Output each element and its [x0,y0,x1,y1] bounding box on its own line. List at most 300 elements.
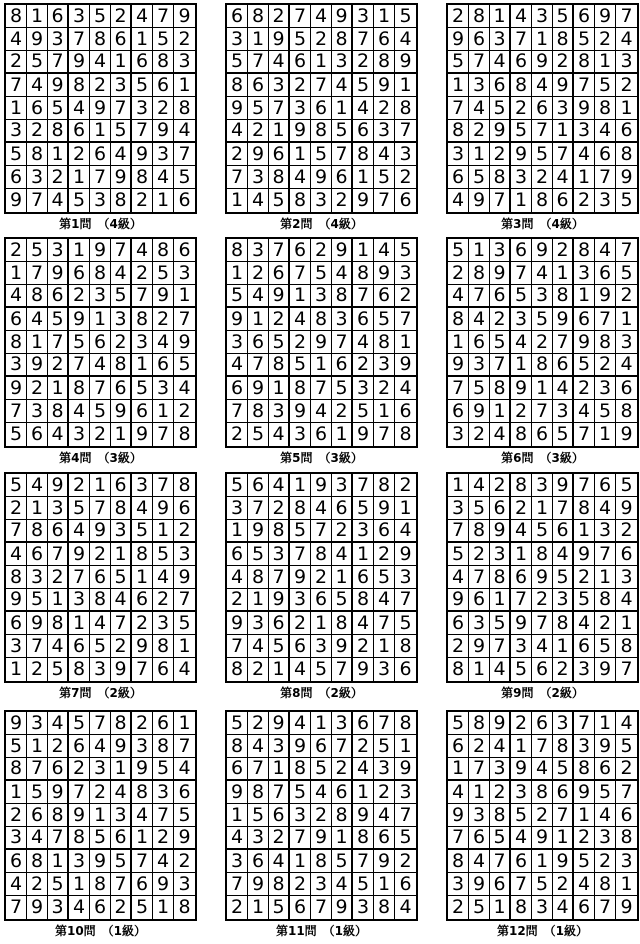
sudoku-cell: 7 [395,589,416,612]
sudoku-cell: 1 [132,827,153,850]
sudoku-cell: 9 [353,423,374,446]
sudoku-cell: 2 [595,354,616,377]
sudoku-cell: 9 [311,166,332,189]
sudoku-cell: 7 [69,28,90,51]
sudoku-cell: 1 [90,804,111,827]
sudoku-puzzle-9 [446,472,639,703]
sudoku-cell: 9 [395,354,416,377]
sudoku-cell: 3 [448,497,469,520]
sudoku-puzzle-8 [225,472,418,703]
sudoku-cell: 6 [132,589,153,612]
puzzle-caption: 第5問 （3級） [280,451,363,465]
sudoku-cell: 5 [532,143,553,166]
sudoku-cell: 2 [511,97,532,120]
sudoku-cell: 6 [490,873,511,896]
sudoku-cell: 5 [574,28,595,51]
sudoku-cell: 1 [532,28,553,51]
sudoku-cell: 1 [353,239,374,262]
sudoku-cell: 4 [353,612,374,635]
sudoku-cell: 8 [353,589,374,612]
sudoku-cell: 8 [490,804,511,827]
sudoku-cell: 6 [153,658,174,681]
sudoku-grid [225,3,418,214]
sudoku-cell: 1 [248,896,269,919]
sudoku-cell: 9 [290,566,311,589]
sudoku-cell: 2 [290,612,311,635]
sudoku-cell: 8 [27,520,48,543]
sudoku-cell: 3 [311,635,332,658]
sudoku-cell: 7 [469,758,490,781]
sudoku-cell: 6 [469,28,490,51]
sudoku-cell: 4 [6,543,27,566]
sudoku-cell: 8 [90,28,111,51]
sudoku-cell: 7 [374,612,395,635]
sudoku-cell: 8 [448,308,469,331]
sudoku-cell: 3 [174,873,195,896]
sudoku-cell: 2 [311,804,332,827]
sudoku-cell: 8 [153,239,174,262]
sudoku-cell: 1 [90,474,111,497]
sudoku-cell: 3 [353,377,374,400]
sudoku-cell: 6 [490,74,511,97]
sudoku-cell: 6 [6,850,27,873]
sudoku-cell: 9 [227,781,248,804]
sudoku-cell: 6 [553,781,574,804]
sudoku-cell: 3 [490,758,511,781]
sudoku-cell: 7 [290,827,311,850]
sudoku-cell: 4 [174,120,195,143]
sudoku-cell: 3 [227,850,248,873]
sudoku-cell: 5 [290,28,311,51]
sudoku-cell: 2 [553,51,574,74]
sudoku-cell: 4 [227,120,248,143]
sudoku-cell: 3 [290,589,311,612]
sudoku-cell: 5 [353,497,374,520]
sudoku-cell: 8 [227,239,248,262]
sudoku-cell: 9 [111,166,132,189]
sudoku-cell: 5 [448,51,469,74]
sudoku-cell: 8 [90,262,111,285]
puzzle-caption: 第11問 （1級） [275,924,368,938]
sudoku-cell: 1 [48,143,69,166]
sudoku-cell: 9 [553,850,574,873]
sudoku-cell: 7 [353,850,374,873]
sudoku-cell: 4 [227,354,248,377]
sudoku-cell: 3 [353,5,374,28]
sudoku-cell: 9 [332,5,353,28]
sudoku-cell: 8 [48,400,69,423]
sudoku-cell: 7 [132,285,153,308]
sudoku-cell: 3 [27,400,48,423]
sudoku-cell: 1 [311,612,332,635]
sudoku-cell: 7 [553,804,574,827]
sudoku-cell: 7 [269,781,290,804]
sudoku-cell: 7 [311,520,332,543]
sudoku-cell: 6 [374,28,395,51]
sudoku-cell: 9 [469,400,490,423]
sudoku-cell: 5 [511,285,532,308]
sudoku-cell: 3 [69,850,90,873]
sudoku-cell: 6 [269,262,290,285]
sudoku-cell: 5 [290,781,311,804]
sudoku-cell: 4 [532,758,553,781]
sudoku-cell: 9 [490,120,511,143]
sudoku-cell: 8 [111,712,132,735]
sudoku-cell: 1 [595,566,616,589]
sudoku-cell: 6 [132,51,153,74]
sudoku-cell: 2 [90,74,111,97]
sudoku-cell: 3 [332,308,353,331]
sudoku-cell: 9 [511,143,532,166]
sudoku-cell: 3 [332,712,353,735]
sudoku-cell: 5 [595,781,616,804]
sudoku-cell: 7 [153,804,174,827]
sudoku-cell: 9 [90,850,111,873]
sudoku-cell: 4 [6,285,27,308]
sudoku-cell: 9 [227,97,248,120]
sudoku-cell: 8 [511,896,532,919]
sudoku-cell: 4 [27,308,48,331]
sudoku-cell: 3 [227,28,248,51]
sudoku-cell: 3 [6,354,27,377]
sudoku-cell: 3 [174,262,195,285]
sudoku-cell: 3 [153,143,174,166]
sudoku-cell: 5 [27,51,48,74]
sudoku-cell: 7 [353,285,374,308]
sudoku-cell: 4 [374,589,395,612]
sudoku-cell: 9 [374,850,395,873]
sudoku-cell: 6 [111,377,132,400]
sudoku-cell: 4 [616,354,637,377]
sudoku-cell: 7 [574,423,595,446]
sudoku-cell: 9 [553,474,574,497]
sudoku-cell: 4 [490,51,511,74]
sudoku-cell: 9 [511,377,532,400]
sudoku-cell: 9 [6,589,27,612]
sudoku-cell: 3 [511,308,532,331]
sudoku-cell: 4 [353,331,374,354]
sudoku-cell: 8 [469,262,490,285]
sudoku-cell: 5 [248,97,269,120]
sudoku-cell: 1 [269,658,290,681]
sudoku-cell: 8 [511,74,532,97]
sudoku-cell: 6 [332,166,353,189]
sudoku-cell: 4 [290,166,311,189]
sudoku-cell: 8 [395,712,416,735]
sudoku-cell: 4 [395,377,416,400]
sudoku-cell: 9 [248,520,269,543]
sudoku-cell: 9 [595,735,616,758]
puzzle-caption: 第1問 （4級） [59,217,142,231]
sudoku-cell: 1 [111,423,132,446]
sudoku-cell: 9 [374,262,395,285]
sudoku-cell: 4 [490,423,511,446]
sudoku-cell: 2 [311,239,332,262]
sudoku-cell: 2 [395,285,416,308]
sudoku-cell: 8 [490,566,511,589]
sudoku-cell: 1 [374,635,395,658]
sudoku-cell: 1 [153,400,174,423]
sudoku-cell: 3 [227,331,248,354]
sudoku-cell: 5 [227,51,248,74]
sudoku-cell: 7 [553,143,574,166]
sudoku-cell: 1 [332,566,353,589]
sudoku-cell: 7 [132,120,153,143]
sudoku-cell: 9 [269,285,290,308]
sudoku-cell: 7 [553,331,574,354]
sudoku-cell: 4 [374,239,395,262]
sudoku-cell: 9 [69,804,90,827]
sudoku-cell: 5 [311,658,332,681]
sudoku-cell: 8 [69,827,90,850]
sudoku-cell: 5 [595,635,616,658]
sudoku-cell: 9 [616,497,637,520]
sudoku-cell: 4 [469,97,490,120]
sudoku-cell: 3 [132,97,153,120]
sudoku-cell: 2 [353,735,374,758]
sudoku-grid [225,237,418,448]
sudoku-cell: 2 [111,635,132,658]
puzzle-caption: 第12問 （1級） [496,924,589,938]
sudoku-cell: 7 [248,354,269,377]
sudoku-cell: 4 [269,474,290,497]
sudoku-cell: 4 [311,781,332,804]
sudoku-cell: 8 [374,331,395,354]
sudoku-grid [4,472,197,683]
sudoku-cell: 5 [553,5,574,28]
sudoku-cell: 2 [27,377,48,400]
sudoku-cell: 9 [248,873,269,896]
sudoku-cell: 6 [395,873,416,896]
sudoku-cell: 7 [132,850,153,873]
sudoku-cell: 5 [174,166,195,189]
sudoku-puzzle-11 [225,710,418,941]
sudoku-cell: 4 [574,143,595,166]
sudoku-cell: 1 [27,5,48,28]
sudoku-cell: 7 [111,239,132,262]
sudoku-cell: 9 [448,804,469,827]
sudoku-cell: 6 [353,308,374,331]
sudoku-cell: 1 [616,612,637,635]
sudoku-cell: 2 [132,262,153,285]
sudoku-cell: 5 [269,189,290,212]
sudoku-cell: 9 [511,612,532,635]
sudoku-cell: 5 [469,497,490,520]
sudoku-cell: 7 [595,308,616,331]
sudoku-cell: 1 [353,543,374,566]
sudoku-cell: 2 [48,354,69,377]
sudoku-cell: 8 [553,28,574,51]
sudoku-cell: 2 [290,74,311,97]
sudoku-cell: 5 [69,189,90,212]
sudoku-cell: 4 [332,543,353,566]
sudoku-cell: 6 [574,5,595,28]
sudoku-cell: 8 [248,566,269,589]
sudoku-cell: 9 [153,285,174,308]
sudoku-cell: 6 [27,543,48,566]
sudoku-cell: 7 [616,5,637,28]
sudoku-cell: 5 [511,658,532,681]
sudoku-cell: 4 [290,308,311,331]
sudoku-cell: 4 [174,758,195,781]
sudoku-cell: 7 [290,262,311,285]
sudoku-cell: 7 [448,97,469,120]
sudoku-cell: 6 [374,285,395,308]
sudoku-cell: 7 [153,423,174,446]
sudoku-cell: 7 [111,612,132,635]
sudoku-cell: 3 [248,612,269,635]
sudoku-cell: 5 [248,423,269,446]
sudoku-cell: 8 [374,896,395,919]
sudoku-cell: 7 [174,308,195,331]
sudoku-cell: 9 [332,635,353,658]
sudoku-cell: 8 [6,331,27,354]
sudoku-cell: 7 [532,120,553,143]
sudoku-cell: 8 [395,97,416,120]
sudoku-cell: 1 [269,120,290,143]
sudoku-cell: 3 [290,97,311,120]
sudoku-cell: 1 [6,97,27,120]
sudoku-cell: 8 [532,354,553,377]
sudoku-cell: 1 [395,735,416,758]
sudoku-cell: 9 [111,400,132,423]
sudoku-cell: 7 [395,308,416,331]
sudoku-cell: 5 [353,74,374,97]
sudoku-cell: 2 [90,781,111,804]
sudoku-cell: 7 [6,74,27,97]
sudoku-cell: 7 [69,354,90,377]
sudoku-cell: 9 [448,28,469,51]
sudoku-cell: 4 [269,850,290,873]
sudoku-cell: 7 [574,474,595,497]
sudoku-cell: 4 [448,781,469,804]
sudoku-cell: 3 [353,896,374,919]
sudoku-cell: 2 [553,239,574,262]
sudoku-cell: 6 [174,239,195,262]
sudoku-cell: 6 [48,285,69,308]
sudoku-cell: 7 [248,51,269,74]
sudoku-cell: 4 [595,804,616,827]
sudoku-cell: 8 [469,5,490,28]
sudoku-cell: 9 [448,354,469,377]
sudoku-cell: 7 [48,827,69,850]
sudoku-cell: 2 [6,51,27,74]
sudoku-puzzle-2 [225,3,418,234]
sudoku-cell: 8 [248,400,269,423]
sudoku-cell: 3 [111,308,132,331]
sudoku-cell: 6 [469,589,490,612]
sudoku-cell: 8 [332,612,353,635]
sudoku-cell: 5 [227,474,248,497]
sudoku-cell: 2 [490,474,511,497]
sudoku-cell: 2 [153,827,174,850]
sudoku-cell: 8 [311,308,332,331]
sudoku-cell: 9 [174,566,195,589]
sudoku-cell: 4 [290,712,311,735]
sudoku-cell: 7 [174,143,195,166]
sudoku-cell: 8 [532,543,553,566]
sudoku-cell: 3 [395,143,416,166]
sudoku-cell: 3 [532,285,553,308]
sudoku-cell: 3 [269,74,290,97]
sudoku-cell: 4 [511,331,532,354]
sudoku-cell: 4 [490,735,511,758]
sudoku-cell: 7 [595,543,616,566]
sudoku-cell: 8 [27,850,48,873]
sudoku-cell: 9 [153,873,174,896]
sudoku-cell: 2 [532,166,553,189]
sudoku-cell: 7 [111,873,132,896]
sudoku-cell: 7 [248,758,269,781]
sudoku-cell: 2 [374,543,395,566]
sudoku-cell: 4 [69,520,90,543]
sudoku-cell: 1 [227,804,248,827]
sudoku-cell: 1 [290,143,311,166]
sudoku-cell: 4 [174,377,195,400]
sudoku-cell: 3 [511,781,532,804]
sudoku-cell: 4 [90,51,111,74]
sudoku-cell: 7 [132,658,153,681]
sudoku-cell: 8 [448,850,469,873]
sudoku-cell: 9 [490,520,511,543]
sudoku-cell: 7 [353,474,374,497]
sudoku-cell: 3 [553,589,574,612]
sudoku-cell: 4 [248,189,269,212]
sudoku-cell: 8 [174,97,195,120]
sudoku-cell: 7 [374,189,395,212]
sudoku-cell: 3 [616,331,637,354]
sudoku-cell: 2 [469,543,490,566]
sudoku-cell: 2 [311,566,332,589]
sudoku-cell: 4 [511,5,532,28]
sudoku-cell: 2 [248,712,269,735]
sudoku-cell: 5 [532,308,553,331]
sudoku-cell: 9 [290,400,311,423]
sudoku-cell: 5 [269,331,290,354]
sudoku-cell: 2 [248,658,269,681]
sudoku-cell: 8 [616,400,637,423]
sudoku-cell: 5 [490,97,511,120]
sudoku-cell: 1 [269,377,290,400]
sudoku-cell: 6 [290,239,311,262]
sudoku-cell: 5 [290,354,311,377]
puzzle-caption: 第4問 （3級） [59,451,142,465]
sudoku-cell: 2 [332,189,353,212]
sudoku-cell: 2 [6,239,27,262]
sudoku-cell: 4 [227,827,248,850]
sudoku-cell: 7 [174,735,195,758]
sudoku-cell: 8 [290,497,311,520]
sudoku-cell: 5 [48,308,69,331]
sudoku-cell: 1 [48,377,69,400]
sudoku-puzzle-7 [4,472,197,703]
sudoku-cell: 3 [574,735,595,758]
sudoku-cell: 8 [290,189,311,212]
sudoku-cell: 1 [448,74,469,97]
sudoku-cell: 6 [595,143,616,166]
sudoku-cell: 5 [311,262,332,285]
sudoku-cell: 8 [227,74,248,97]
sudoku-cell: 7 [27,262,48,285]
sudoku-cell: 1 [69,612,90,635]
sudoku-cell: 2 [469,735,490,758]
sudoku-cell: 2 [448,896,469,919]
sudoku-cell: 3 [553,712,574,735]
sudoku-cell: 9 [290,120,311,143]
sudoku-cell: 6 [616,377,637,400]
sudoku-cell: 1 [269,758,290,781]
sudoku-cell: 2 [595,850,616,873]
